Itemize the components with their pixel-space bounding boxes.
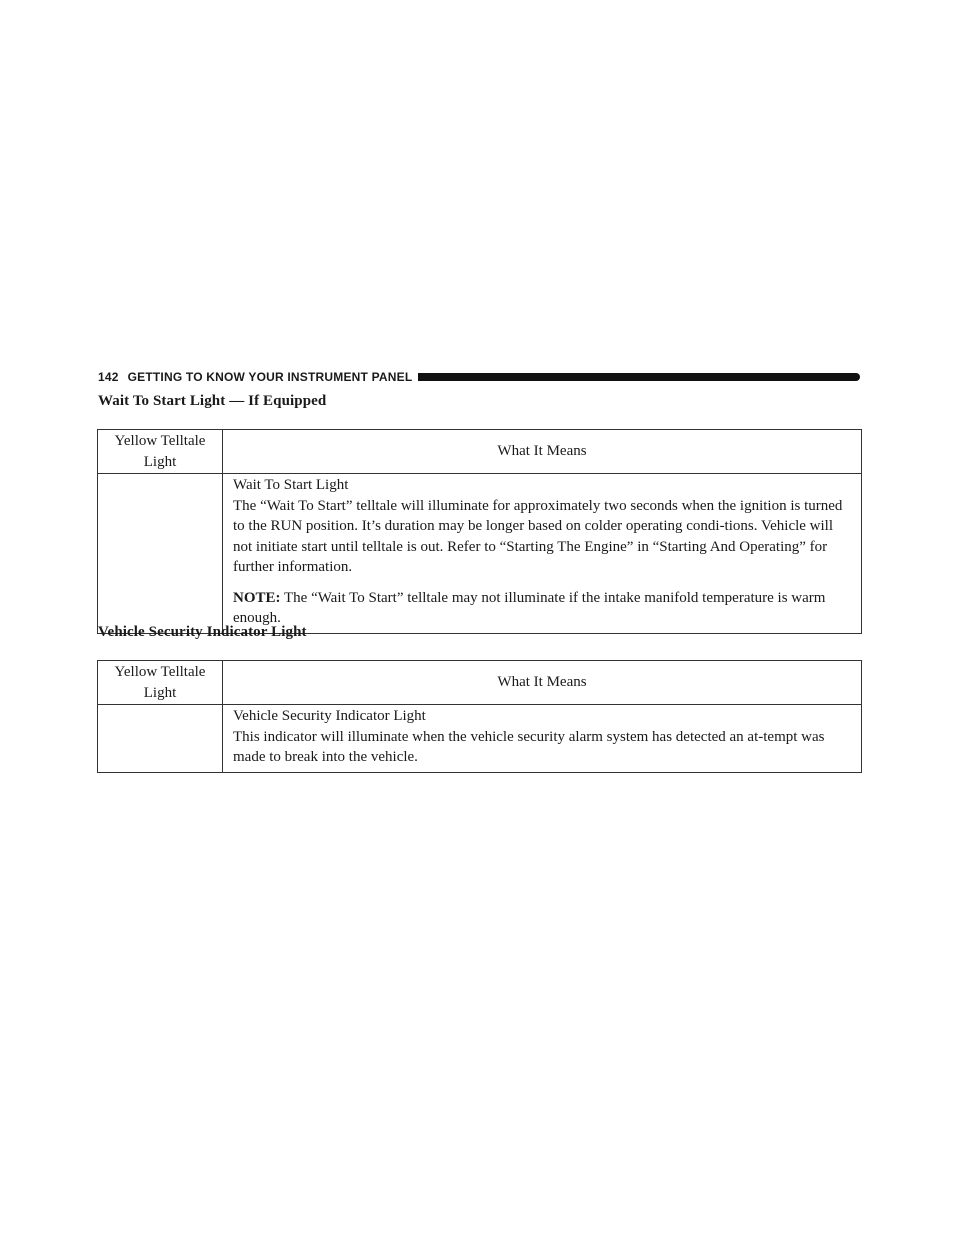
- wait-to-start-heading: Wait To Start Light — If Equipped: [98, 393, 327, 409]
- note-text: The “Wait To Start” telltale may not illuminate if the intake manifold temperature is warm enough.: [233, 589, 826, 626]
- telltale-icon-cell: [98, 705, 223, 773]
- meaning-cell: [223, 474, 862, 634]
- entry-title: Wait To Start Light: [233, 477, 349, 493]
- table-row: [98, 474, 862, 634]
- telltale-icon-cell: [98, 474, 223, 634]
- table-header-row: [98, 661, 862, 705]
- meaning-cell: [223, 705, 862, 773]
- entry-title: Vehicle Security Indicator Light: [233, 708, 426, 724]
- page-header: [98, 368, 860, 386]
- table-header-row: [98, 430, 862, 474]
- entry-text: This indicator will illuminate when the vehicle security alarm system has detected an at-tempt was made to break into the vehicle.: [233, 728, 825, 765]
- note-label: NOTE:: [233, 589, 281, 606]
- wait-to-start-table: [97, 429, 862, 634]
- header-rule: [418, 373, 860, 381]
- entry-text: The “Wait To Start” telltale will illuminate for approximately two seconds when the ignition is turned to the RUN position. It’s duration may be longer based on colder operating condi-tions. Vehicle will not initiate start until telltale is out. Refer to “Starting The Engine” in “Starting And Operating” for further information.: [233, 497, 843, 575]
- table-row: [98, 705, 862, 773]
- note: [233, 588, 853, 629]
- vehicle-security-table: [97, 660, 862, 773]
- page-number: 142: [98, 370, 119, 384]
- column-header-telltale: Yellow Telltale Light: [98, 430, 223, 474]
- section-title: GETTING TO KNOW YOUR INSTRUMENT PANEL: [127, 370, 413, 384]
- column-header-meaning: What It Means: [223, 430, 862, 474]
- column-header-telltale: Yellow Telltale Light: [98, 661, 223, 705]
- column-header-meaning: What It Means: [223, 661, 862, 705]
- vehicle-security-heading: Vehicle Security Indicator Light: [98, 624, 307, 640]
